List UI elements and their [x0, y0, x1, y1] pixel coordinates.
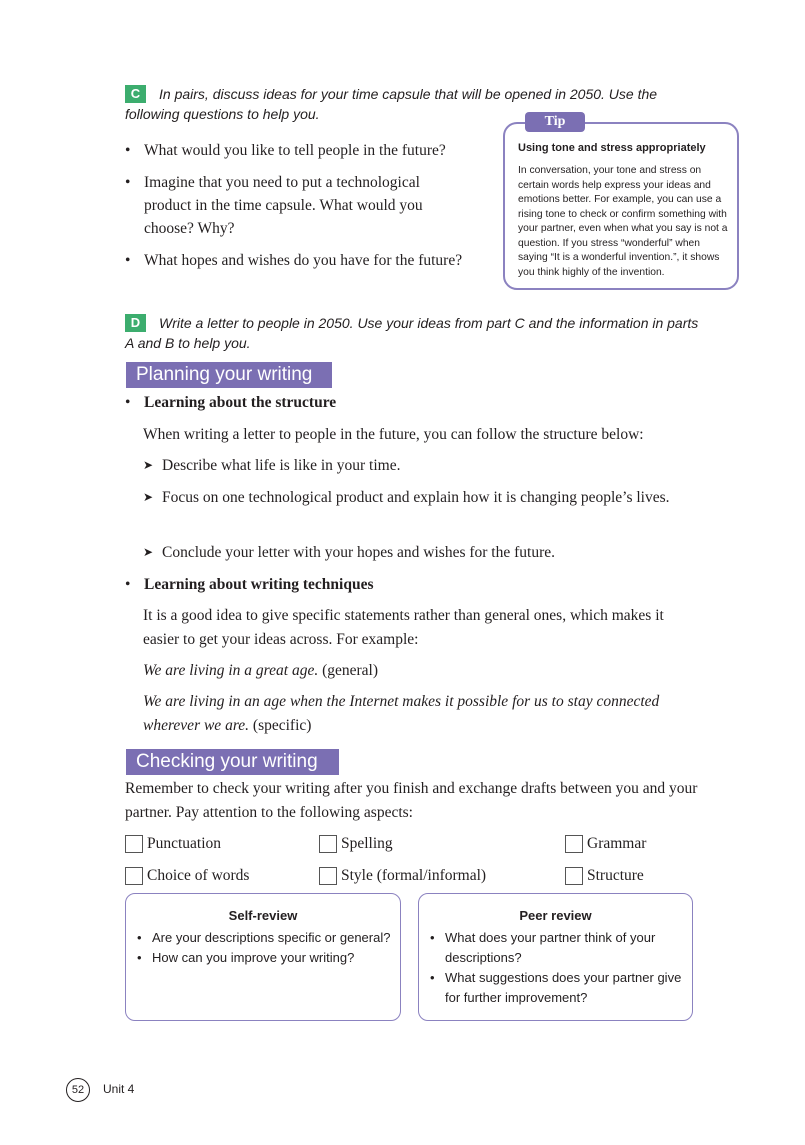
question-item: • What hopes and wishes do you have for the future?: [125, 249, 500, 272]
example-specific: We are living in an age when the Internet makes it possible for us to stay connected wherever we are. (specific): [143, 693, 660, 734]
peer-review-list: [419, 928, 692, 1008]
tip-title: Using tone and stress appropriately: [518, 142, 706, 154]
punctuation-checkbox[interactable]: [125, 835, 143, 853]
techniques-heading: • Learning about writing techniques: [125, 574, 374, 596]
choice-of-words-checkbox[interactable]: [125, 867, 143, 885]
section-c-label: C: [125, 85, 146, 103]
arrow-icon: ➤: [143, 545, 154, 559]
spelling-label: Spelling: [341, 835, 393, 852]
self-review-box: [125, 893, 401, 1021]
tip-label: Tip: [525, 112, 585, 132]
arrow-icon: ➤: [143, 458, 154, 472]
peer-review-title: Peer review: [519, 908, 592, 923]
peer-review-item: • What suggestions does your partner give for further improvement?: [430, 968, 685, 1008]
unit-label: Unit 4: [103, 1082, 135, 1096]
structure-intro: When writing a letter to people in the future, you can follow the structure below:: [143, 426, 644, 443]
tip-body: In conversation, your tone and stress on certain words help express your ideas and emotions better. For example, you can use a rising tone to check or confirm something with your partner, even when what you say is not a question. If you stress “wonderful” when saying “It is a wonderful invention.”, it shows you think highly of the invention.: [518, 165, 728, 278]
section-d-label: D: [125, 314, 146, 332]
grammar-label: Grammar: [587, 835, 647, 852]
section-c-instruction-line2: following questions to help you.: [125, 106, 320, 122]
structure-checkbox[interactable]: [565, 867, 583, 885]
choice-of-words-label: Choice of words: [147, 867, 250, 884]
page-number: 52: [66, 1078, 90, 1102]
planning-banner: Planning your writing: [126, 362, 332, 388]
question-item: • Imagine that you need to put a technological product in the time capsule. What would you choose? Why?: [125, 171, 464, 240]
structure-item: ➤ Conclude your letter with your hopes and wishes for the future.: [143, 541, 702, 565]
style-label: Style (formal/informal): [341, 867, 487, 884]
punctuation-label: Punctuation: [147, 835, 222, 852]
arrow-icon: ➤: [143, 490, 154, 504]
spelling-checkbox[interactable]: [319, 835, 337, 853]
section-d-instruction-line1: Write a letter to people in 2050. Use your ideas from part C and the information in parts: [159, 315, 699, 331]
self-review-title: Self-review: [228, 908, 298, 923]
peer-review-item: • What does your partner think of your descriptions?: [430, 928, 665, 968]
grammar-checkbox[interactable]: [565, 835, 583, 853]
structure-item: ➤ Describe what life is like in your time.: [143, 454, 702, 478]
checking-banner: Checking your writing: [126, 749, 339, 775]
style-checkbox[interactable]: [319, 867, 337, 885]
section-d-instruction-line2: A and B to help you.: [125, 335, 251, 351]
structure-label: Structure: [587, 867, 644, 884]
techniques-intro: It is a good idea to give specific statements rather than general ones, which makes it easier to get your ideas across. For example:: [143, 607, 664, 648]
self-review-item: • Are your descriptions specific or general?: [137, 928, 400, 948]
checking-intro: Remember to check your writing after you finish and exchange drafts between you and your partner. Pay attention to the following aspects:: [125, 780, 698, 821]
section-c-instruction-line1: In pairs, discuss ideas for your time capsule that will be opened in 2050. Use the: [159, 86, 658, 102]
peer-review-box: [418, 893, 693, 1021]
structure-item: ➤ Focus on one technological product and explain how it is changing people’s lives.: [143, 486, 697, 510]
section-c-questions: [125, 139, 500, 281]
example-general: We are living in a great age. (general): [143, 662, 379, 679]
self-review-list: [126, 928, 400, 968]
self-review-item: • How can you improve your writing?: [137, 948, 400, 968]
question-item: • What would you like to tell people in the future?: [125, 139, 500, 162]
structure-heading: • Learning about the structure: [125, 392, 336, 414]
